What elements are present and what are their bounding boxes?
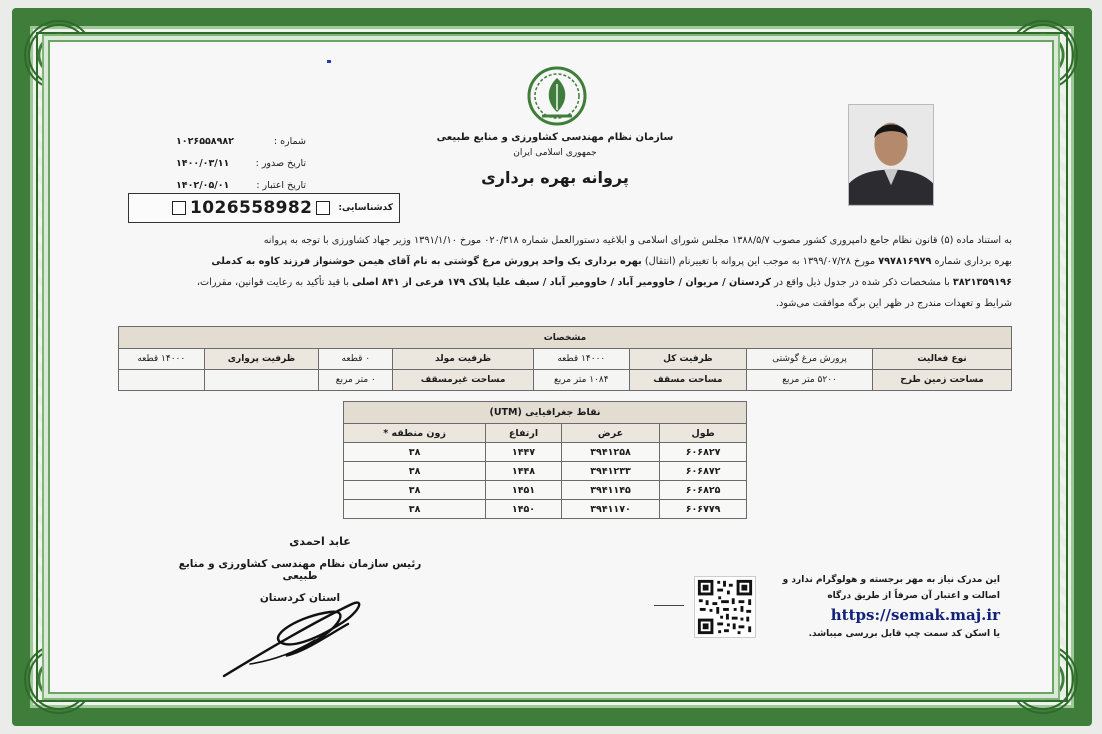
certificate-body-text (122, 230, 1012, 314)
column-header: طول (660, 424, 747, 443)
holder-national-code: ۳۸۲۱۳۵۹۱۹۶ (952, 277, 1012, 288)
body-fragment: با مشخصات ذکر شده در جدول ذیل واقع در (774, 277, 950, 288)
utm-cell: ۳۸ (344, 481, 486, 500)
holder-photo (848, 104, 934, 206)
table-row (344, 500, 747, 519)
utm-cell: ۳۸ (344, 443, 486, 462)
page-title: پروانه بهره برداری (481, 168, 629, 187)
spec-value: پرورش مرغ گوشتی (747, 349, 873, 370)
signer-role: رئیس سازمان نظام مهندسی کشاورزی و منابع طبیعی (178, 558, 422, 582)
utm-header: نقاط جغرافیایی (UTM) (344, 402, 747, 424)
column-header: ارتفاع (486, 424, 562, 443)
utm-cell: ۳۸ (344, 500, 486, 519)
specifications-table (118, 326, 1012, 391)
republic-name: جمهوری اسلامی ایران (513, 148, 597, 158)
meta-number-row (176, 130, 306, 152)
utm-cell: ۱۴۴۸ (486, 462, 562, 481)
number-value: ۱۰۲۶۵۵۸۹۸۲ (176, 135, 234, 147)
permit-number: ۷۹۷۸۱۶۹۷۹ (878, 256, 932, 267)
utm-cell: ۱۴۵۱ (486, 481, 562, 500)
body-line: شرایط و تعهدات مندرج در ظهر این برگه موافقت می‌شود. (775, 298, 1012, 309)
holder-info: پرورش مرغ گوشتی به نام آقای هیمن خوشنواز فرزند کاوه به کدملی (211, 256, 539, 267)
utm-cell: ۳۸ (344, 462, 486, 481)
divider (654, 605, 684, 606)
body-line: به استناد ماده (۵) قانون نظام جامع دامپروری کشور مصوب ۱۳۸۸/۵/۷ مجلس شورای اسلامی و ابلاغیه دستورالعمل شماره ۰۲۰/۳۱۸ مورخ ۱۳۹۱/۱/۱۰ وزیر جهاد کشاورزی با توجه به پروانه (263, 235, 1012, 246)
ink-dot (327, 60, 331, 63)
empty-cell (119, 370, 205, 391)
validity-date-label: تاریخ اعتبار : (256, 179, 306, 191)
notice-line: این مدرک نیاز به مهر برجسته و هولوگرام ندارد و (782, 575, 1000, 585)
qr-code-icon[interactable] (694, 576, 756, 638)
table-row (119, 349, 1012, 370)
empty-cell (204, 370, 319, 391)
organization-logo-icon (524, 66, 590, 128)
spec-label: مساحت زمین طرح (873, 370, 1012, 391)
checkbox-icon (172, 201, 186, 215)
national-id-label: کدشناسایی: (338, 203, 393, 213)
body-line (122, 251, 1012, 272)
spec-label: ظرفیت پرواری (204, 349, 319, 370)
body-fragment: مورخ ۱۳۹۹/۰۷/۲۸ به موجب این پروانه با تغییرنام (انتقال) (644, 256, 876, 267)
body-fragment: بهره برداری یک واحد (542, 256, 642, 267)
spec-label: ظرفیت کل (629, 349, 747, 370)
specs-header: مشخصات (119, 327, 1012, 349)
location-info: کردستان / مریوان / خاوومیر آباد / خاوومیر آباد / سیف علیا پلاک ۱۷۹ فرعی از ۸۴۱ اصلی (352, 277, 771, 288)
handwritten-signature (220, 594, 370, 684)
utm-cell: ۶۰۶۷۷۹ (660, 500, 747, 519)
checkbox-icon (316, 201, 330, 215)
utm-cell: ۶۰۶۸۷۲ (660, 462, 747, 481)
meta-issue-row (176, 152, 306, 174)
utm-cell: ۳۹۴۱۲۳۳ (561, 462, 659, 481)
spec-label: نوع فعالیت (873, 349, 1012, 370)
organization-header (430, 132, 680, 187)
utm-cell: ۳۹۴۱۱۷۰ (561, 500, 659, 519)
body-fragment: بهره برداری شماره (934, 256, 1012, 267)
signer-name: عابد احمدی (289, 535, 351, 548)
table-header-row (344, 424, 747, 443)
certificate-meta (176, 130, 306, 196)
table-row (344, 481, 747, 500)
utm-cell: ۳۹۴۱۲۵۸ (561, 443, 659, 462)
column-header: عرض (561, 424, 659, 443)
table-row (344, 462, 747, 481)
column-header: زون منطقه * (344, 424, 486, 443)
utm-cell: ۳۹۴۱۱۴۵ (561, 481, 659, 500)
utm-cell: ۱۴۵۰ (486, 500, 562, 519)
organization-name: سازمان نظام مهندسی کشاورزی و منابع طبیعی (436, 132, 674, 143)
number-label: شماره : (273, 135, 306, 147)
signer-province: استان کردستان (259, 592, 341, 604)
spec-value: ۱۴۰۰۰ قطعه (119, 349, 205, 370)
spec-value: ۰ قطعه (319, 349, 393, 370)
table-row (344, 443, 747, 462)
verification-notice (770, 572, 1000, 642)
verification-link[interactable]: https://semak.maj.ir (830, 606, 1000, 624)
spec-label: مساحت مسقف (629, 370, 747, 391)
utm-coordinates-table (343, 401, 747, 519)
notice-line: یا اسکن کد سمت چپ قابل بررسی میباشد. (808, 629, 1000, 639)
spec-label: مساحت غیرمسقف (393, 370, 534, 391)
spec-value: ۰ متر مربع (319, 370, 393, 391)
spec-value: ۵۲۰۰ متر مربع (747, 370, 873, 391)
national-id-box (128, 193, 400, 223)
table-row (119, 370, 1012, 391)
body-fragment: با قید تأکید به رعایت قوانین، مقررات، (196, 277, 349, 288)
notice-line: اصالت و اعتبار آن صرفاً از طریق درگاه (827, 591, 1000, 601)
validity-date-value: ۱۴۰۲/۰۵/۰۱ (176, 179, 230, 191)
issue-date-value: ۱۴۰۰/۰۳/۱۱ (176, 157, 230, 169)
spec-value: ۱۰۸۴ متر مربع (533, 370, 629, 391)
spec-label: ظرفیت مولد (393, 349, 534, 370)
spec-value: ۱۴۰۰۰ قطعه (533, 349, 629, 370)
issue-date-label: تاریخ صدور : (255, 157, 306, 169)
utm-cell: ۱۴۴۷ (486, 443, 562, 462)
utm-cell: ۶۰۶۸۲۷ (660, 443, 747, 462)
utm-cell: ۶۰۶۸۲۵ (660, 481, 747, 500)
national-id-value: 1026558982 (190, 198, 313, 218)
body-line (122, 272, 1012, 293)
